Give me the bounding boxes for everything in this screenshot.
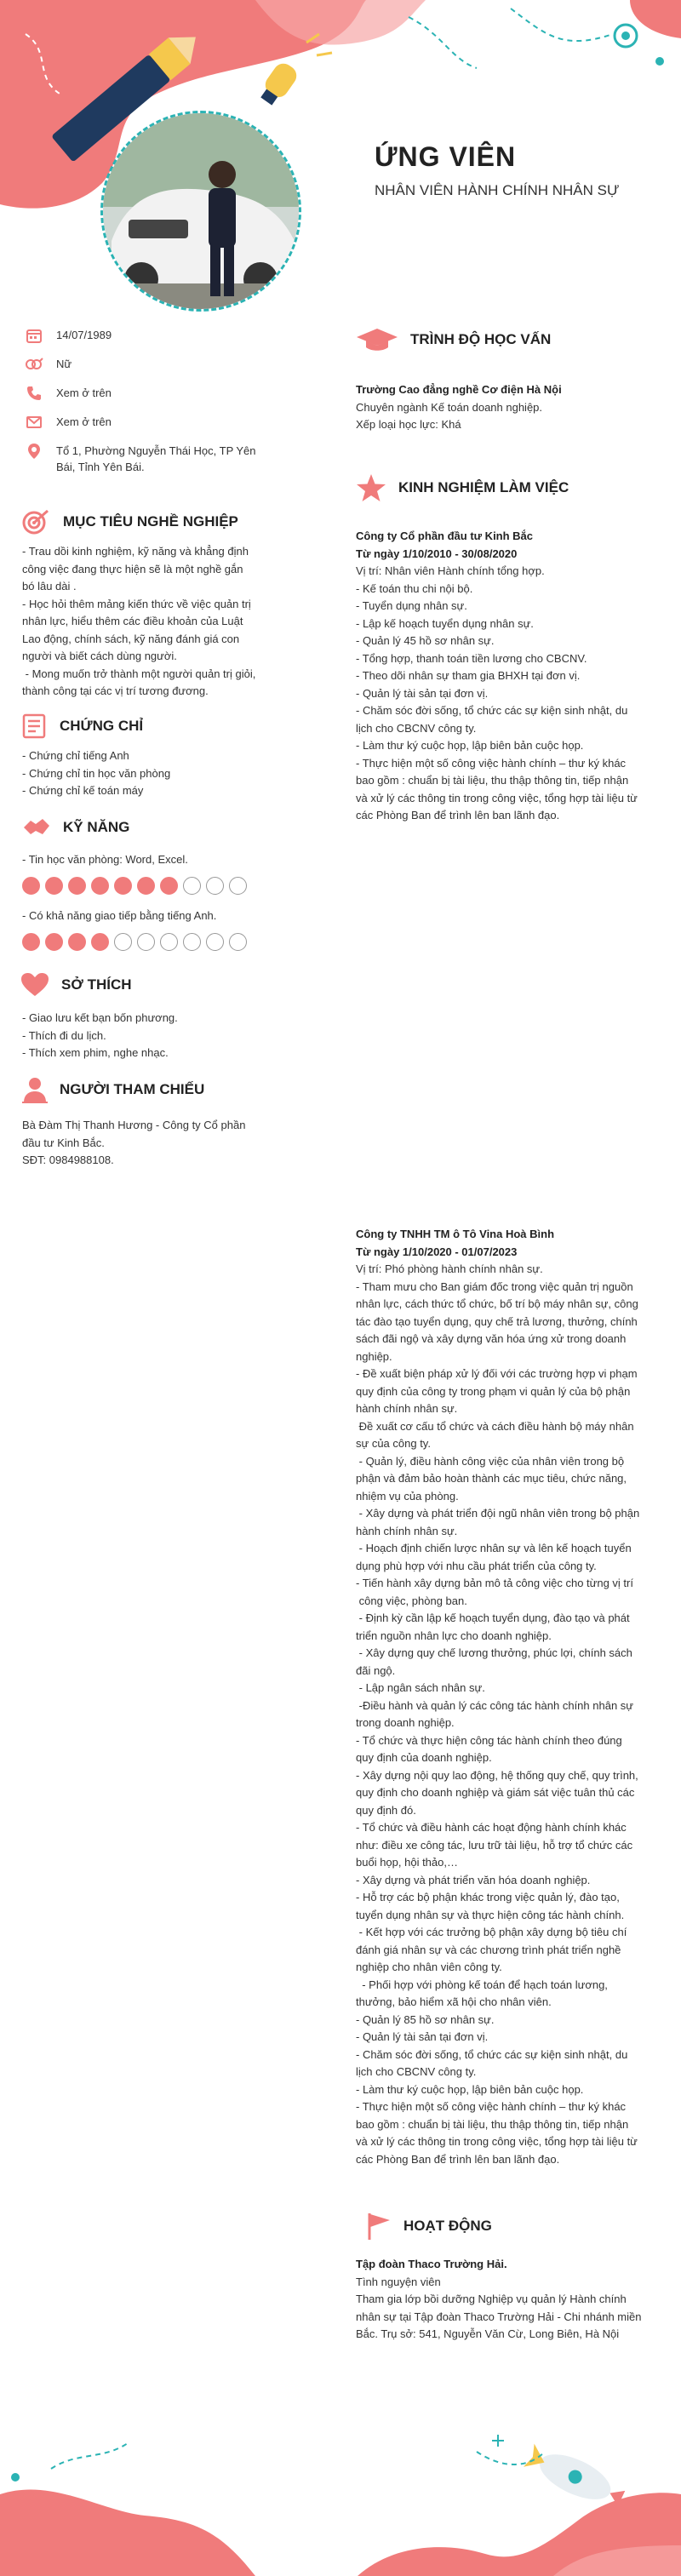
job-duty-line: - Theo dõi nhân sự tham gia BHXH tại đơn vị. xyxy=(356,669,581,682)
job-entry xyxy=(356,1226,667,2168)
reference-heading xyxy=(22,1076,204,1103)
job-duty-line: như: điều xe công tác, lưu trữ tài liệu, hỗ trợ tổ chức các xyxy=(356,1838,633,1852)
hobby-line: - Thích xem phim, nghe nhạc. xyxy=(22,1046,169,1059)
phone-icon xyxy=(24,385,44,402)
rating-dot-filled xyxy=(22,933,40,951)
certificate-line: - Chứng chỉ tin học văn phòng xyxy=(22,766,171,780)
job-duty-line: sự của công ty. xyxy=(356,1437,431,1450)
experience-heading xyxy=(356,473,569,502)
job-duty-line: - Chăm sóc đời sống, tổ chức các sự kiện sinh nhật, du xyxy=(356,2047,628,2061)
job-duty-line: - Quản lý, điều hành công việc của nhân viên trong bộ xyxy=(356,1454,625,1468)
objective-line: - Trau dồi kinh nghiệm, kỹ năng và khẳng định xyxy=(22,545,249,558)
job-duty-line: - Xây dựng nội quy lao động, hệ thống quy chế, quy trình, xyxy=(356,1768,638,1782)
job-duty-line: - Phối hợp với phòng kế toán để hạch toán lương, xyxy=(356,1978,608,1991)
activities-title: HOẠT ĐỘNG xyxy=(403,2218,492,2234)
certificate-icon xyxy=(22,713,48,739)
objective-text xyxy=(22,543,307,701)
location-icon xyxy=(24,443,44,460)
job-duty-line: Vị trí: Phó phòng hành chính nhân sự. xyxy=(356,1262,543,1275)
certificate-line: - Chứng chỉ kế toán máy xyxy=(22,784,144,797)
rating-dot-empty xyxy=(229,877,247,895)
objective-line: nhân lực, hiểu thêm các điều khoản của Luật xyxy=(22,615,243,627)
rating-dot-filled xyxy=(91,933,109,951)
contact-text: 14/07/1989 xyxy=(56,329,112,341)
job-duty-line: - Kế toán thu chi nội bộ. xyxy=(356,581,473,595)
job-duty-line: và xử lý các thông tin trong công việc, tổng hợp tài liệu từ xyxy=(356,791,638,804)
flag-icon xyxy=(364,2212,392,2241)
job-duty-line: nhân lực, cách thức tổ chức, bố trí bộ máy nhân sự, công xyxy=(356,1297,638,1310)
job-duty-line: buổi họp, hội thảo,… xyxy=(356,1856,458,1869)
activities-line: nhân sự tại Tập đoàn Thaco Trường Hải - Chi nhánh miền xyxy=(356,2310,642,2323)
rating-dot-filled xyxy=(114,877,132,895)
certificates-text xyxy=(22,747,307,800)
rating-dot-filled xyxy=(160,877,178,895)
rating-dot-filled xyxy=(137,877,155,895)
job-duty-line: công việc, phòng ban. xyxy=(356,1594,467,1607)
hobbies-text xyxy=(22,1010,307,1062)
candidate-position: NHÂN VIÊN HÀNH CHÍNH NHÂN SỰ xyxy=(375,182,620,198)
job-duty-line: đãi ngộ. xyxy=(356,1663,396,1677)
education-school: Trường Cao đẳng nghề Cơ điện Hà Nội xyxy=(356,383,562,396)
objective-line: - Học hỏi thêm mảng kiến thức về việc quản trị xyxy=(22,597,251,610)
heart-icon xyxy=(20,972,49,998)
job-duty-line: quy định cho doanh nghiệp và giám sát việc tuân thủ các xyxy=(356,1786,635,1799)
candidate-name: ỨNG VIÊN xyxy=(375,141,517,172)
job-duty-line: - Lập ngân sách nhân sự. xyxy=(356,1681,485,1694)
hobby-line: - Giao lưu kết bạn bốn phương. xyxy=(22,1011,178,1024)
objective-line: - Mong muốn trở thành một người quản trị giỏi, xyxy=(22,667,256,680)
hands-icon xyxy=(22,816,51,839)
job-duty-line: - Tổng hợp, thanh toán tiền lương cho CBCNV. xyxy=(356,651,587,665)
job-duty-line: Vị trí: Nhân viên Hành chính tổng hợp. xyxy=(356,564,545,577)
job-duty-line: triển nguồn nhân lực cho doanh nghiệp. xyxy=(356,1629,552,1642)
graduation-cap-icon xyxy=(356,327,398,352)
education-line: Xếp loại học lực: Khá xyxy=(356,418,461,431)
job-duty-line: - Thực hiện một số công việc hành chính – thư ký khác xyxy=(356,2100,627,2113)
job-duty-line: - Hoạch định chiến lược nhân sự và lên kế hoạch tuyển xyxy=(356,1542,632,1554)
job-duty-line: - Làm thư ký cuộc họp, lập biên bản cuộc họp. xyxy=(356,739,584,752)
rating-dot-empty xyxy=(114,933,132,951)
experience-title: KINH NGHIỆM LÀM VIỆC xyxy=(398,479,569,495)
person-icon xyxy=(22,1076,48,1103)
rating-dot-empty xyxy=(160,933,178,951)
job-duty-line: - Đề xuất biện pháp xử lý đối với các trường hợp vi phạm xyxy=(356,1367,638,1380)
job-duty-line: quy định đó. xyxy=(356,1803,416,1817)
job-duty-line: tuyển dụng nhân sự và thực hiện công tác hành chính. xyxy=(356,1908,625,1921)
job-duty-line: - Xây dựng quy chế lương thưởng, phúc lợi, chính sách xyxy=(356,1646,632,1659)
contact-email xyxy=(24,414,305,431)
job-duty-line: - Lập kế hoạch tuyển dụng nhân sự. xyxy=(356,616,534,630)
email-icon xyxy=(24,414,44,431)
job-duty-line: lịch cho CBCNV công ty. xyxy=(356,2065,477,2078)
objective-heading xyxy=(22,509,238,535)
job-duty-line: bao gồm : chuẩn bị tài liệu, thu thập thông tin, tiếp nhận xyxy=(356,2117,629,2131)
skill-rating xyxy=(22,933,247,951)
job-duty-line: Đề xuất cơ cấu tổ chức và cách điều hành bộ máy nhân xyxy=(356,1419,634,1433)
job-duty-line: - Thực hiện một số công việc hành chính – thư ký khác xyxy=(356,756,627,770)
job-duty-line: - Tuyển dụng nhân sự. xyxy=(356,599,467,612)
objective-line: công việc đang thực hiện sẽ là một nghề gắn xyxy=(22,562,243,575)
hobby-line: - Thích đi du lịch. xyxy=(22,1028,106,1042)
activities-text xyxy=(356,2256,667,2344)
contact-text: Xem ở trên xyxy=(56,415,112,428)
reference-title: NGƯỜI THAM CHIẾU xyxy=(60,1081,205,1097)
job-duty-line: phận và đảm bảo hoàn thành các mục tiêu, chức năng, xyxy=(356,1472,627,1485)
contact-text: Nữ xyxy=(56,358,72,370)
job-duty-line: - Quản lý 85 hồ sơ nhân sự. xyxy=(356,2012,495,2026)
rating-dot-filled xyxy=(45,877,63,895)
job-duty-line: hành chính nhân sự. xyxy=(356,1402,458,1415)
certificates-title: CHỨNG CHỈ xyxy=(60,718,144,734)
rating-dot-empty xyxy=(206,877,224,895)
education-title: TRÌNH ĐỘ HỌC VẤN xyxy=(410,331,552,347)
rating-dot-empty xyxy=(183,877,201,895)
activities-line: Tham gia lớp bồi dưỡng Nghiệp vụ quản lý Hành chính xyxy=(356,2293,627,2305)
reference-line: SĐT: 0984988108. xyxy=(22,1153,114,1166)
skill-label: - Có khả năng giao tiếp bằng tiếng Anh. xyxy=(22,909,217,922)
rating-dot-filled xyxy=(45,933,63,951)
star-icon xyxy=(356,473,386,502)
job-company: Công ty Cổ phần đầu tư Kinh Bắc xyxy=(356,530,534,542)
job-duty-line: dụng phù hợp với nhu cầu phát triển của công ty. xyxy=(356,1559,597,1572)
job-duty-line: hành chính nhân sự. xyxy=(356,1524,458,1537)
contact-gender xyxy=(24,356,305,373)
reference-text xyxy=(22,1117,307,1170)
rating-dot-empty xyxy=(137,933,155,951)
header-decoration xyxy=(0,0,681,289)
certificate-line: - Chứng chỉ tiếng Anh xyxy=(22,749,129,762)
job-duty-line: nghiệp cho nhân viên công ty. xyxy=(356,1961,502,1973)
hobbies-heading xyxy=(20,972,132,998)
job-duty-line: và xử lý các thông tin trong công việc, tổng hợp tài liệu từ xyxy=(356,2135,638,2148)
education-heading xyxy=(356,327,551,352)
job-duty-line: - Định kỳ cần lập kế hoạch tuyển dụng, đào tạo và phát xyxy=(356,1611,630,1624)
objective-line: thành công tại các vị trí tương đương. xyxy=(22,684,209,697)
job-duty-line: quy định của doanh nghiệp. xyxy=(356,1751,492,1764)
job-duty-line: - Quản lý tài sản tại đơn vị. xyxy=(356,2030,489,2043)
job-duty-line: - Quản lý tài sản tại đơn vị. xyxy=(356,686,489,700)
contact-phone xyxy=(24,385,305,402)
objective-line: bó lâu dài . xyxy=(22,580,77,592)
job-duty-line: - Tiến hành xây dựng bản mô tả công việc cho từng vị trí xyxy=(356,1577,633,1589)
skill-label: - Tin học văn phòng: Word, Excel. xyxy=(22,853,188,866)
objective-line: Lao động, chính sách, kỹ năng đánh giá con xyxy=(22,632,240,645)
contact-info xyxy=(24,327,305,487)
job-company: Công ty TNHH TM ô Tô Vina Hoà Bình xyxy=(356,1228,555,1240)
rating-dot-filled xyxy=(22,877,40,895)
objective-title: MỤC TIÊU NGHỀ NGHIỆP xyxy=(63,513,238,530)
reference-line: đầu tư Kinh Bắc. xyxy=(22,1136,105,1149)
job-entry xyxy=(356,528,667,825)
job-duty-line: sách đãi ngộ và xây dựng văn hóa ứng xử trong doanh xyxy=(356,1332,627,1345)
job-duty-line: - Xây dựng và phát triển văn hóa doanh nghiệp. xyxy=(356,1873,591,1886)
job-duty-line: nghiệp. xyxy=(356,1349,392,1363)
job-duty-line: - Kết hợp với các trưởng bộ phận xây dựng bộ tiêu chí xyxy=(356,1926,627,1938)
job-duty-line: - Làm thư ký cuộc họp, lập biên bản cuộc họp. xyxy=(356,2082,584,2096)
job-duty-line: - Chăm sóc đời sống, tổ chức các sự kiện sinh nhật, du xyxy=(356,704,628,717)
job-duty-line: thưởng, bảo hiểm xã hội cho nhân viên. xyxy=(356,1995,552,2008)
skill-rating xyxy=(22,877,247,895)
contact-birthday xyxy=(24,327,305,344)
job-duty-line: tác đào tạo tuyển dụng, quy chế trả lương, thưởng, chính xyxy=(356,1314,638,1328)
rating-dot-empty xyxy=(206,933,224,951)
rating-dot-filled xyxy=(91,877,109,895)
reference-line: Bà Đàm Thị Thanh Hương - Công ty Cổ phần xyxy=(22,1119,246,1131)
job-duty-line: đánh giá nhân sự và các chương trình phát triển nghề xyxy=(356,1943,621,1956)
rating-dot-filled xyxy=(68,933,86,951)
job-duty-line: - Tổ chức và thực hiện công tác hành chính theo đúng xyxy=(356,1733,622,1747)
job-duty-line: - Tổ chức và điều hành các hoạt động hành chính khác xyxy=(356,1821,627,1834)
activities-heading xyxy=(364,2212,492,2241)
job-duty-line: lịch cho CBCNV công ty. xyxy=(356,721,477,735)
rating-dot-empty xyxy=(229,933,247,951)
job-duty-line: -Điều hành và quản lý các công tác hành chính nhân sự xyxy=(356,1698,633,1712)
job-duty-line: trong doanh nghiệp. xyxy=(356,1716,455,1729)
job-period: Từ ngày 1/10/2010 - 30/08/2020 xyxy=(356,547,518,560)
job-duty-line: nhiệm vụ của phòng. xyxy=(356,1489,459,1503)
education-text xyxy=(356,381,667,434)
job-duty-line: các Phòng Ban để trình lên ban lãnh đạo. xyxy=(356,809,560,821)
job-duty-line: bao gồm : chuẩn bị tài liệu, thu thập thông tin, tiếp nhận xyxy=(356,774,629,787)
activities-line: Tình nguyện viên xyxy=(356,2275,441,2288)
footer-decoration xyxy=(0,2350,681,2576)
contact-text: Tổ 1, Phường Nguyễn Thái Học, TP Yên Bái, Tỉnh Yên Bái. xyxy=(56,444,256,473)
job-duty-line: - Quản lý 45 hồ sơ nhân sự. xyxy=(356,634,495,647)
activities-line: Bắc. Trụ sở: 541, Nguyễn Văn Cừ, Long Biên, Hà Nội xyxy=(356,2327,620,2340)
job-duty-line: quy định của công ty trong phạm vi quản lý của bộ phận xyxy=(356,1384,631,1398)
rating-dot-empty xyxy=(183,933,201,951)
job-period: Từ ngày 1/10/2020 - 01/07/2023 xyxy=(356,1245,518,1258)
education-line: Chuyên ngành Kế toán doanh nghiệp. xyxy=(356,400,543,414)
skills-title: KỸ NĂNG xyxy=(63,819,130,835)
job-duty-line: - Tham mưu cho Ban giám đốc trong việc quản trị nguồn xyxy=(356,1279,633,1293)
gender-icon xyxy=(24,356,44,373)
rating-dot-filled xyxy=(68,877,86,895)
avatar-photo xyxy=(103,113,299,309)
certificates-heading xyxy=(22,713,143,739)
hobbies-title: SỞ THÍCH xyxy=(61,976,132,993)
skills-heading xyxy=(22,816,129,839)
contact-text: Xem ở trên xyxy=(56,386,112,399)
calendar-icon xyxy=(24,327,44,344)
contact-address xyxy=(24,443,271,475)
avatar xyxy=(100,111,301,312)
job-duty-line: - Xây dựng và phát triển đội ngũ nhân viên trong bộ phận xyxy=(356,1507,640,1520)
objective-line: người và biết cách dùng người. xyxy=(22,650,177,662)
job-duty-line: - Hỗ trợ các bộ phận khác trong việc quản lý, đào tạo, xyxy=(356,1891,620,1903)
target-icon xyxy=(22,509,51,535)
activities-org: Tập đoàn Thaco Trường Hải. xyxy=(356,2258,507,2270)
job-duty-line: các Phòng Ban để trình lên ban lãnh đạo. xyxy=(356,2152,560,2166)
